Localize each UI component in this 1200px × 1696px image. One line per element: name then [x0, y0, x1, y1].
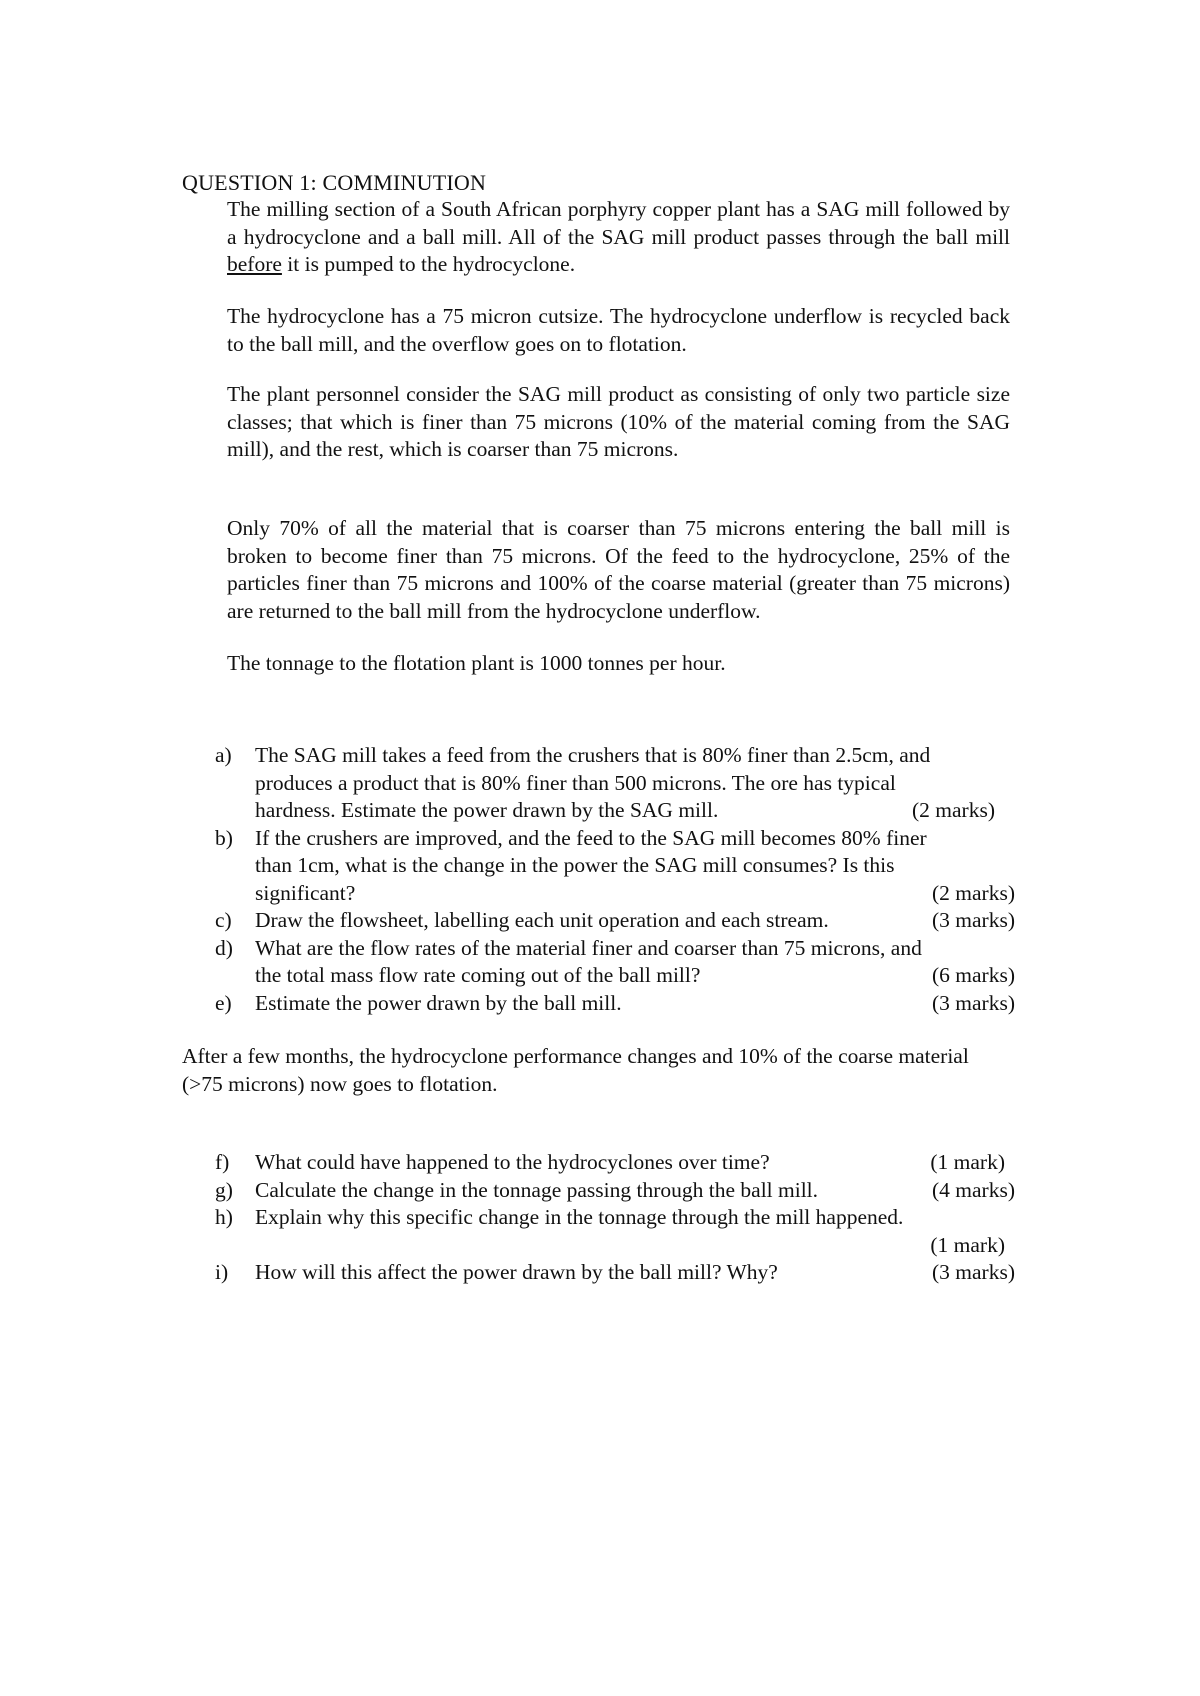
question-label: b) — [215, 825, 233, 850]
question-label: e) — [215, 990, 232, 1015]
question-text-line: significant? — [255, 880, 356, 905]
question-text-line: What could have happened to the hydrocyclones over time? — [255, 1150, 770, 1174]
question-list-part-1 — [215, 742, 1015, 1017]
underlined-before: before — [227, 252, 282, 276]
intro-p1-text-a: The milling section of a South African porphyry copper plant has a SAG mill followed by a hydrocyclone and a ball mill. All of the SAG mill product passes through the ball mill — [227, 197, 1010, 249]
page-title: QUESTION 1: COMMINUTION — [182, 170, 487, 195]
question-label: h) — [215, 1205, 233, 1229]
intro-paragraph-5: The tonnage to the flotation plant is 1000 tonnes per hour. — [227, 651, 726, 675]
question-list-part-2 — [215, 1149, 1015, 1287]
interlude-paragraph: After a few months, the hydrocyclone performance changes and 10% of the coarse material (>75 microns) now goes to flotation. — [182, 1044, 969, 1096]
question-c — [215, 907, 1015, 935]
marks-value: (2 marks) — [932, 880, 1015, 905]
question-f — [215, 1149, 1015, 1177]
question-b — [215, 825, 1015, 908]
intro-paragraph-1 — [227, 196, 1010, 279]
intro-p1-text-b: it is pumped to the hydrocyclone. — [281, 252, 576, 276]
question-d — [215, 935, 1015, 990]
marks-value: (3 marks) — [932, 908, 1015, 932]
marks-value: (2 marks) — [912, 798, 995, 822]
question-e — [215, 990, 1015, 1018]
question-a — [215, 742, 1015, 825]
question-text-line: than 1cm, what is the change in the power the SAG mill consumes? Is this — [255, 853, 895, 877]
intro-paragraph-3: The plant personnel consider the SAG mill product as consisting of only two particle size classes; that which is finer than 75 microns (10% of the material coming from the SAG mill), and the rest, which is coarser than 75 microns. — [227, 382, 1010, 461]
question-text-line: Draw the flowsheet, labelling each unit operation and each stream. — [255, 908, 829, 932]
question-label: d) — [215, 935, 233, 960]
question-text-line: If the crushers are improved, and the feed to the SAG mill becomes 80% finer — [255, 825, 927, 850]
question-i — [215, 1259, 1015, 1287]
question-text-line: produces a product that is 80% finer than 500 microns. The ore has typical — [255, 770, 896, 795]
question-h — [215, 1204, 1015, 1259]
question-text-line: Explain why this specific change in the tonnage through the mill happened. — [255, 1205, 904, 1229]
marks-value: (3 marks) — [932, 990, 1015, 1015]
intro-paragraph-4: Only 70% of all the material that is coarser than 75 microns entering the ball mill is broken to become finer than 75 microns. Of the feed to the hydrocyclone, 25% of the particles finer than 75 microns and 100% of the coarse material (greater than 75 microns) are returned to the ball mill from the hydrocyclone underflow. — [227, 516, 1010, 623]
question-text-line: Calculate the change in the tonnage passing through the ball mill. — [255, 1177, 819, 1202]
question-text-line: The SAG mill takes a feed from the crushers that is 80% finer than 2.5cm, and — [255, 743, 931, 767]
question-text-line: hardness. Estimate the power drawn by the SAG mill. — [255, 798, 719, 822]
question-g — [215, 1177, 1015, 1205]
question-label: c) — [215, 908, 232, 932]
marks-value: (1 mark) — [930, 1150, 1005, 1174]
question-label: a) — [215, 743, 232, 767]
question-text-line: the total mass flow rate coming out of the ball mill? — [255, 963, 701, 987]
question-text-line: What are the flow rates of the material finer and coarser than 75 microns, and — [255, 935, 922, 960]
marks-value: (1 mark) — [930, 1232, 1005, 1257]
question-text-line: How will this affect the power drawn by the ball mill? Why? — [255, 1260, 778, 1284]
intro-paragraph-2: The hydrocyclone has a 75 micron cutsize. The hydrocyclone underflow is recycled back to the ball mill, and the overflow goes on to flotation. — [227, 304, 1010, 356]
marks-value: (6 marks) — [932, 963, 1015, 987]
marks-value: (4 marks) — [932, 1177, 1015, 1202]
question-label: f) — [215, 1150, 230, 1174]
question-label: g) — [215, 1177, 233, 1202]
marks-value: (3 marks) — [932, 1260, 1015, 1284]
question-text-line: Estimate the power drawn by the ball mill. — [255, 990, 622, 1015]
question-label: i) — [215, 1260, 229, 1284]
